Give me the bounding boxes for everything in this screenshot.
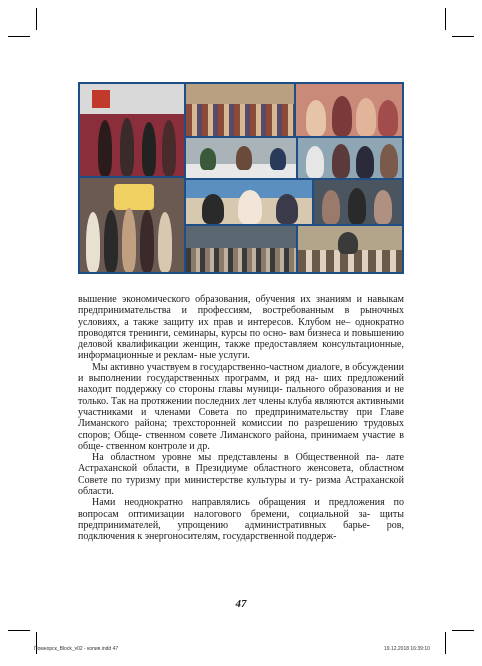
crop-mark-bottom-right-h bbox=[452, 630, 474, 631]
paragraph-4: Нами неоднократно направлялись обращения и предложения по вопросам оптимизации налогового бремени, социальной за- щиты предпринимателей, упрощению административных барье- ров, подключения к энергоносителям, государственной поддерж- bbox=[78, 497, 404, 543]
conference-hall-photo bbox=[186, 226, 296, 272]
paragraph-3: На областном уровне мы представлены в Общественной па- лате Астраханской области, в Президиуме областного женсовета, областном Совете по туризму при министерстве культуры и ту- ризма Астраханской области. bbox=[78, 452, 404, 498]
footer-file-info: Помнорск_Block_v02 - копия.indd 47 bbox=[34, 646, 119, 652]
forum-stage-photo bbox=[80, 84, 184, 176]
paragraph-2: Мы активно участвуем в государственно-частном диалоге, в обсуждении и выполнении государственных программ, и ряд на- ших предложений находит поддержку со стороны главы муници- пального образования и не только. Так на протяжении последних лет члены клуба являются активными участниками и членами Совета по предпринимательству при Главе Лиманского района; трехсторонней комиссии по разрешению трудовых споров; Обще- ственном совете Лиманского района, принимаем участие в обще- ственном контроле и др. bbox=[78, 361, 404, 452]
crop-mark-top-left bbox=[36, 8, 37, 30]
presentation-room-photo bbox=[186, 180, 312, 224]
meeting-table-photo bbox=[186, 138, 296, 178]
classroom-seminar-photo bbox=[298, 226, 402, 272]
footer-timestamp: 19.12.2018 16:39:10 bbox=[384, 646, 430, 652]
crop-mark-bottom-left-h bbox=[8, 630, 30, 631]
women-group-photo bbox=[296, 84, 402, 136]
crop-mark-top-right bbox=[445, 8, 446, 30]
paragraph-1: вышение экономического образования, обучения их знаниям и навыкам предпринимательства и профессиям, востребованным в рыночных условиях, а также защиту их прав и интересов. Клубом не– однократно проводятся тренинги, семинары, курсы по осно- вам бизнеса и повышению деловой квалификации женщин, также предоставляем консультационные, информационные и реклам- ные услуги. bbox=[78, 294, 404, 362]
samara-event-group-photo bbox=[80, 178, 184, 272]
seated-panel-photo bbox=[314, 180, 402, 224]
article-body bbox=[78, 294, 404, 543]
crop-mark-top-left-h bbox=[8, 36, 30, 37]
photo-collage bbox=[78, 82, 404, 274]
crop-mark-bottom-right bbox=[445, 632, 446, 654]
auditorium-crowd-photo bbox=[186, 84, 294, 136]
page-number: 47 bbox=[235, 598, 247, 610]
crop-mark-top-right-h bbox=[452, 36, 474, 37]
roundtable-speakers-photo bbox=[298, 138, 402, 178]
